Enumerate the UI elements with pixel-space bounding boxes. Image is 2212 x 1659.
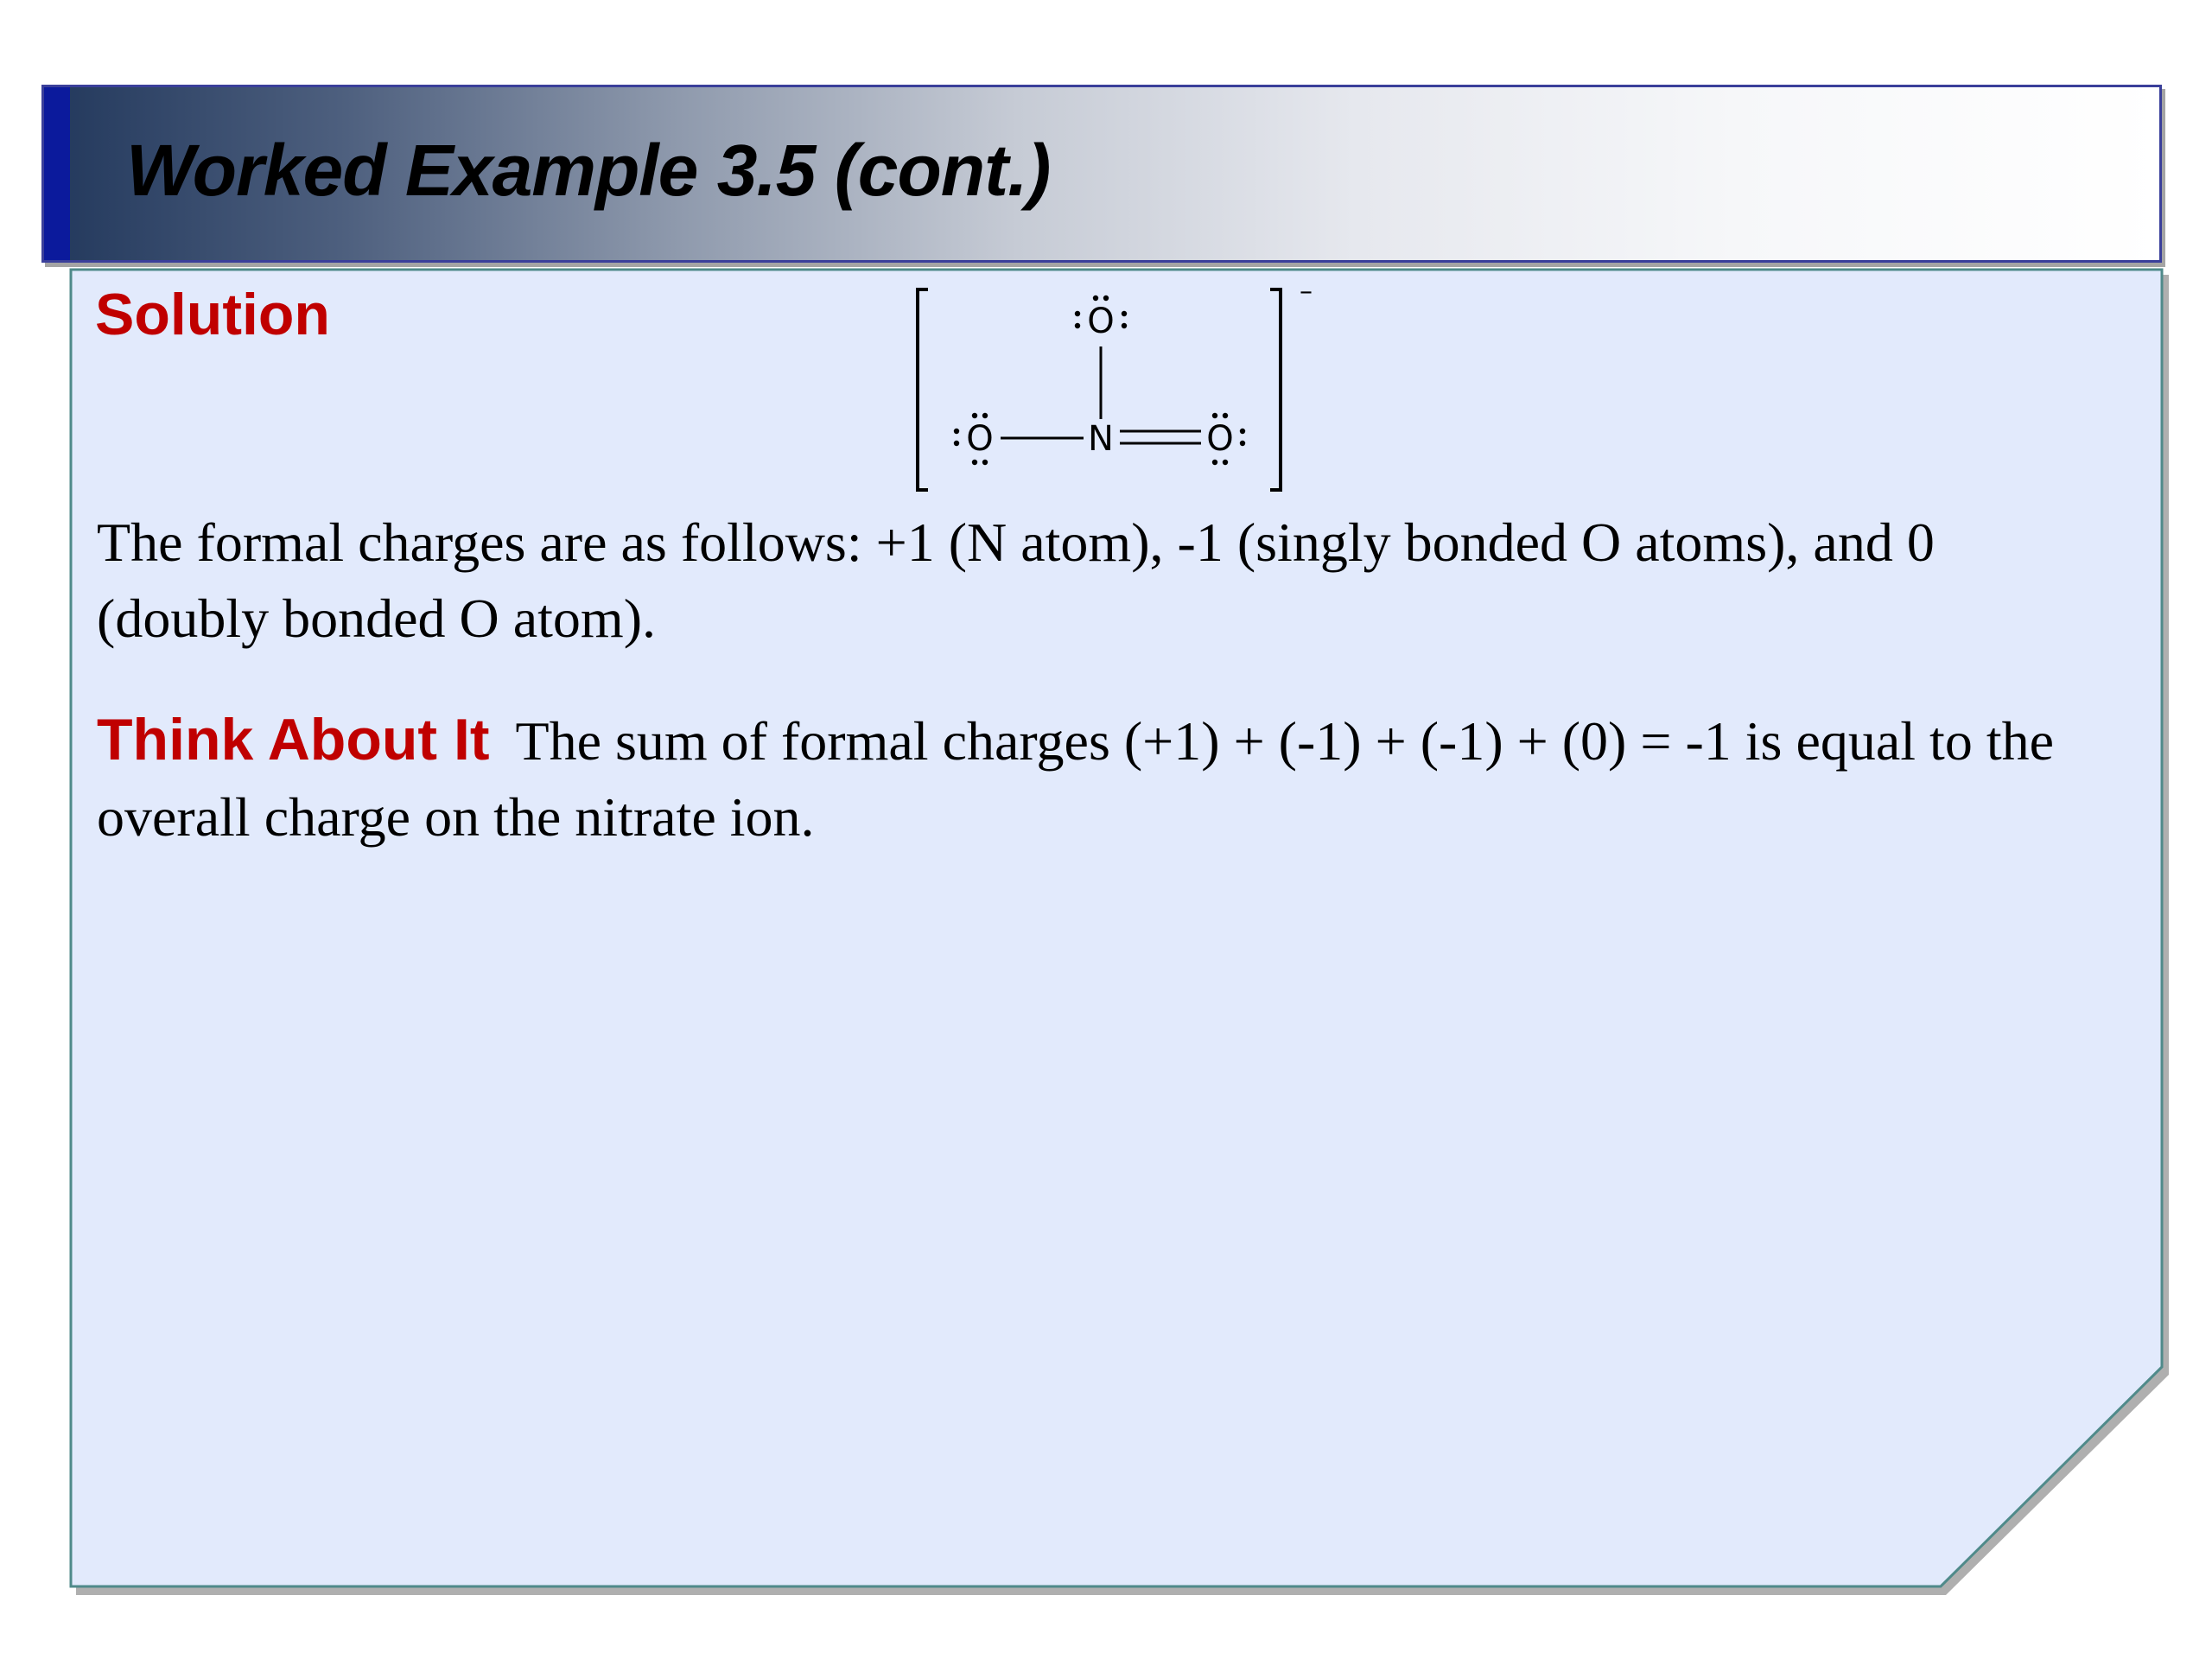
title-accent-stripe (44, 87, 70, 260)
atom-left-oxygen: O (966, 419, 994, 459)
formal-charges-paragraph: The formal charges are as follows: +1 (N atom), -1 (singly bonded O atoms), and 0 (doubly bonded O atom). (97, 512, 1935, 649)
atom-nitrogen: N (1088, 419, 1114, 459)
title-bar (41, 85, 2162, 263)
ion-charge: – (1300, 281, 1313, 307)
nitrate-lewis-structure (907, 281, 1322, 505)
solution-heading: Solution (95, 282, 330, 347)
right-bracket (1270, 289, 1281, 490)
think-about-it-heading: Think About It (97, 707, 490, 772)
think-about-it-text: The sum of formal charges (+1) + (-1) + (-1) + (0) = -1 is equal to the overall charge on the nitrate ion. (97, 710, 2055, 848)
think-about-it-paragraph (97, 702, 2119, 855)
slide-title: Worked Example 3.5 (cont.) (126, 130, 1051, 211)
atom-right-oxygen: O (1206, 419, 1234, 459)
atom-top-oxygen: O (1087, 302, 1115, 341)
left-bracket (918, 289, 928, 490)
